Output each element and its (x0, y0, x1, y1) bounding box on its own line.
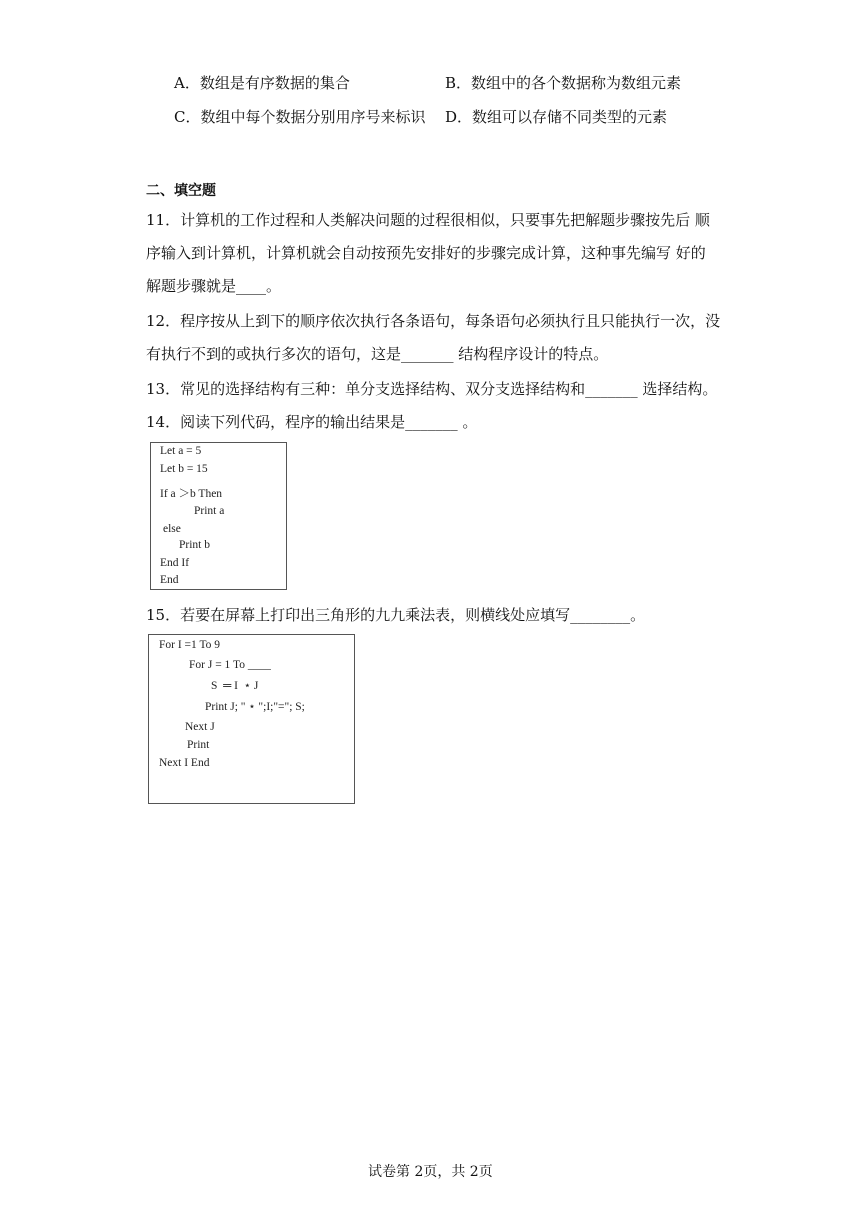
question-11-line-2: 序输入到计算机，计算机就会自动按预先安排好的步骤完成计算，这种事先编写 好的 (146, 244, 706, 262)
option-d: D．数组可以存储不同类型的元素 (445, 108, 668, 126)
code-line: else (163, 523, 181, 535)
code-line: S ═ I ⋆ J (211, 680, 259, 692)
question-11-line-3: 解题步骤就是____。 (146, 277, 282, 295)
code-line: Print (187, 739, 210, 751)
section-title: 二、填空题 (146, 183, 216, 199)
option-c: C．数组中每个数据分别用序号来标识 (174, 108, 426, 126)
question-13: 13．常见的选择结构有三种：单分支选择结构、双分支选择结构和_______ 选择结构。 (146, 380, 718, 398)
code-line: Next J (185, 721, 215, 733)
question-11-line-1: 11．计算机的工作过程和人类解决问题的过程很相似，只要事先把解题步骤按先后 顺 (146, 211, 710, 229)
code-line: Print b (179, 539, 210, 551)
code-line: End If (160, 557, 190, 569)
code-line: Let a = 5 (160, 445, 202, 457)
code-line: End (160, 574, 179, 586)
question-15: 15．若要在屏幕上打印出三角形的九九乘法表，则横线处应填写________。 (146, 606, 646, 624)
option-a: A．数组是有序数据的集合 (174, 74, 350, 92)
question-12-line-2: 有执行不到的或执行多次的语句，这是_______ 结构程序设计的特点。 (146, 345, 609, 363)
code-line: For J = 1 To ____ (189, 659, 271, 671)
code-box-q14 (150, 442, 287, 590)
page-footer: 试卷第 2页，共 2页 (368, 1164, 493, 1180)
code-line: Print a (194, 505, 225, 517)
option-b: B．数组中的各个数据称为数组元素 (445, 74, 682, 92)
code-line: If a ＞b Then (160, 488, 223, 500)
code-line: Next I End (159, 757, 210, 769)
question-12-line-1: 12．程序按从上到下的顺序依次执行各条语句，每条语句必须执行且只能执行一次，没 (146, 312, 721, 330)
code-box-q15 (148, 634, 355, 804)
question-14: 14．阅读下列代码，程序的输出结果是_______ 。 (146, 413, 478, 431)
code-line: For I =1 To 9 (159, 639, 221, 651)
code-line: Print J; " ⋆ ";I;"="; S; (205, 701, 305, 713)
code-line: Let b = 15 (160, 463, 208, 475)
